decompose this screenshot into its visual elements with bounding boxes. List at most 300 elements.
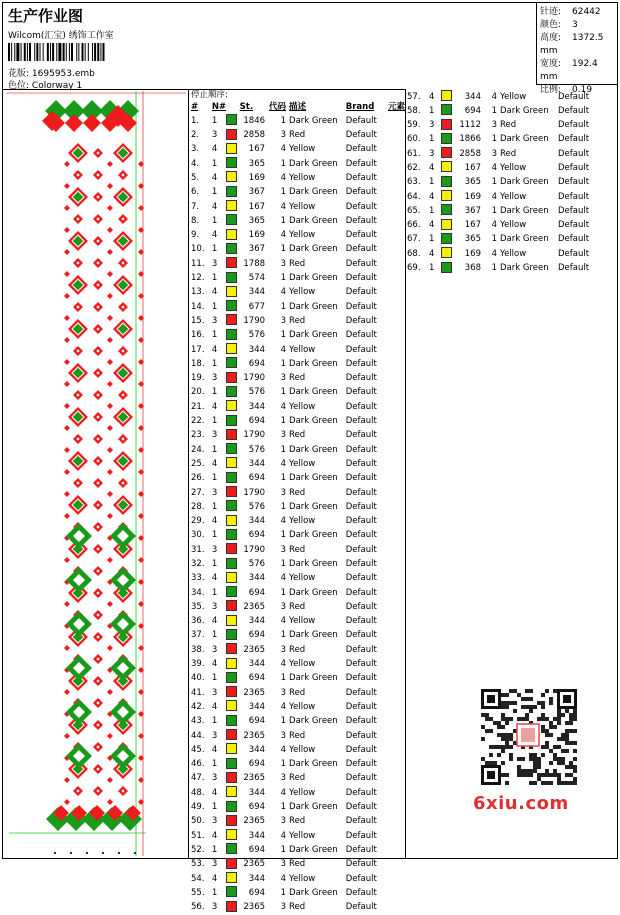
- qr-module: [513, 689, 517, 693]
- thread-brand: Default: [345, 673, 377, 684]
- color-code: 1: [280, 887, 287, 898]
- thread-brand: Default: [345, 701, 377, 712]
- stop-number: 33.: [191, 573, 205, 584]
- stitch-count: 344: [248, 516, 266, 527]
- color-description: Dark Green: [289, 158, 338, 169]
- stitch-count: 169: [464, 191, 481, 202]
- color-description: Dark Green: [289, 802, 338, 813]
- pattern-diamond: [64, 777, 70, 783]
- qr-module: [545, 733, 549, 737]
- table-row: [191, 558, 405, 572]
- color-swatch: [226, 243, 240, 257]
- pattern-dot: [97, 306, 99, 308]
- color-code: 4: [280, 172, 287, 183]
- stat-label: 高度:: [540, 33, 562, 43]
- motif-diamond: [83, 114, 101, 132]
- pattern-diamond: [64, 425, 70, 431]
- pattern-dot: [77, 262, 79, 264]
- pattern-diamond: [64, 645, 70, 651]
- stop-number: 16.: [191, 330, 205, 341]
- stitch-count: 2858: [243, 130, 266, 141]
- color-swatch: [441, 104, 455, 118]
- qr-module: [553, 753, 557, 757]
- color-swatch: [226, 400, 240, 414]
- stop-number: 52.: [191, 844, 205, 855]
- table-row: [191, 543, 405, 557]
- table-row: [407, 219, 602, 233]
- qr-module: [573, 781, 577, 785]
- qr-module: [489, 745, 493, 749]
- needle-number: 4: [211, 458, 218, 469]
- qr-module: [489, 753, 493, 757]
- qr-module: [545, 729, 549, 733]
- thread-brand: Default: [345, 787, 377, 798]
- pattern-diamond: [107, 403, 113, 409]
- swatch-box: [226, 801, 237, 812]
- qr-module: [525, 705, 529, 709]
- qr-module: [529, 781, 533, 785]
- stop-number: 31.: [191, 544, 205, 555]
- table-row: [191, 214, 405, 228]
- needle-number: 4: [211, 659, 218, 670]
- thread-brand: Default: [345, 573, 377, 584]
- table-row: [407, 247, 602, 261]
- needle-number: 3: [211, 544, 218, 555]
- barcode-bar: [63, 43, 65, 61]
- stitch-count: 694: [248, 673, 266, 684]
- color-code: 1: [280, 716, 287, 727]
- stitch-count: 344: [248, 701, 266, 712]
- color-code: 3: [280, 644, 287, 655]
- thread-brand: Default: [345, 816, 377, 827]
- stop-number: 63.: [407, 177, 421, 188]
- qr-module: [549, 721, 553, 725]
- color-swatch: [226, 615, 240, 629]
- needle-number: 4: [211, 230, 218, 241]
- qr-module: [569, 741, 573, 745]
- table-row: [407, 90, 602, 104]
- pattern-dot: [97, 768, 99, 770]
- swatch-box: [226, 357, 237, 368]
- color-swatch: [226, 486, 240, 500]
- col-element: 元素: [387, 102, 405, 112]
- color-swatch: [441, 204, 455, 218]
- color-description: Dark Green: [289, 273, 338, 284]
- thread-brand: Default: [558, 162, 590, 173]
- thread-brand: Default: [345, 458, 377, 469]
- needle-number: 3: [211, 644, 218, 655]
- stitch-count: 677: [248, 301, 266, 312]
- stop-sequence-table-continued: [407, 90, 602, 276]
- needle-number: 4: [211, 616, 218, 627]
- qr-module: [537, 773, 541, 777]
- stitch-count: 576: [248, 444, 266, 455]
- needle-number: 4: [211, 701, 218, 712]
- qr-module: [517, 765, 521, 769]
- color-code: 1: [280, 587, 287, 598]
- trim-mark: [134, 852, 136, 854]
- color-description: Red: [289, 315, 306, 326]
- color-code: 1: [280, 187, 287, 198]
- color-code: 1: [491, 134, 497, 145]
- color-swatch: [226, 214, 240, 228]
- stat-label: 颜色:: [540, 20, 562, 30]
- table-row: [191, 815, 405, 829]
- swatch-box: [226, 114, 237, 125]
- qr-module: [525, 713, 529, 717]
- needle-number: 1: [429, 134, 435, 145]
- qr-module: [565, 781, 569, 785]
- pattern-diamond: [107, 425, 113, 431]
- stop-number: 30.: [191, 530, 205, 541]
- color-description: Dark Green: [289, 244, 338, 255]
- col-needle: N#: [211, 102, 227, 112]
- table-row: [407, 119, 602, 133]
- qr-module: [501, 701, 505, 705]
- qr-module: [533, 765, 537, 769]
- stop-number: 24.: [191, 444, 205, 455]
- stitch-count: 1790: [243, 373, 266, 384]
- pattern-dot: [97, 526, 99, 528]
- thread-brand: Default: [345, 358, 377, 369]
- qr-module: [549, 761, 553, 765]
- table-row: [191, 472, 405, 486]
- color-code: 1: [280, 387, 287, 398]
- needle-number: 1: [211, 473, 218, 484]
- qr-module: [573, 717, 577, 721]
- pattern-dot: [122, 306, 124, 308]
- swatch-box: [226, 729, 237, 740]
- stop-number: 41.: [191, 687, 205, 698]
- table-row: [191, 157, 405, 171]
- swatch-box: [441, 176, 452, 187]
- pattern-diamond: [107, 337, 113, 343]
- color-swatch: [226, 901, 240, 915]
- qr-module: [529, 773, 533, 777]
- qr-finder: [487, 695, 495, 703]
- stat-value: 62442: [572, 7, 601, 17]
- stop-sequence-column-1: [191, 90, 405, 915]
- table-row: [191, 443, 405, 457]
- stitch-count: 2365: [243, 773, 266, 784]
- swatch-box: [226, 400, 237, 411]
- color-swatch: [226, 286, 240, 300]
- stop-number: 67.: [407, 234, 421, 245]
- qr-module: [553, 769, 557, 773]
- thread-brand: Default: [345, 844, 377, 855]
- color-code: 1: [491, 205, 497, 216]
- design-label: 花版:: [8, 69, 30, 79]
- qr-module: [549, 773, 553, 777]
- thread-brand: Default: [345, 902, 377, 913]
- swatch-box: [226, 214, 237, 225]
- thread-brand: Default: [558, 263, 590, 274]
- pattern-dot: [97, 570, 99, 572]
- stat-row: [540, 58, 618, 84]
- needle-number: 3: [211, 258, 218, 269]
- color-swatch: [226, 171, 240, 185]
- needle-number: 1: [211, 759, 218, 770]
- qr-module: [541, 753, 545, 757]
- color-swatch: [226, 343, 240, 357]
- qr-module: [569, 717, 573, 721]
- stop-number: 2.: [191, 130, 200, 141]
- qr-module: [545, 689, 549, 693]
- swatch-box: [226, 672, 237, 683]
- needle-number: 4: [211, 401, 218, 412]
- color-code: 4: [491, 248, 497, 259]
- qr-module: [557, 773, 561, 777]
- color-description: Dark Green: [289, 358, 338, 369]
- color-code: 4: [280, 573, 287, 584]
- qr-module: [537, 757, 541, 761]
- qr-module: [521, 717, 525, 721]
- qr-module: [557, 721, 561, 725]
- needle-number: 1: [211, 387, 218, 398]
- pattern-dot: [97, 460, 99, 462]
- color-swatch: [226, 429, 240, 443]
- color-code: 4: [280, 144, 287, 155]
- needle-number: 1: [211, 158, 218, 169]
- barcode-bar: [14, 43, 15, 61]
- thread-brand: Default: [345, 587, 377, 598]
- qr-module: [505, 745, 509, 749]
- pattern-dot: [77, 394, 79, 396]
- barcode-bar: [92, 43, 93, 61]
- needle-number: 3: [211, 601, 218, 612]
- barcode-bar: [71, 43, 73, 61]
- stitch-count: 2858: [459, 148, 481, 159]
- needle-number: 1: [211, 716, 218, 727]
- swatch-box: [441, 90, 452, 101]
- color-swatch: [226, 700, 240, 714]
- qr-module: [541, 781, 545, 785]
- stitch-count: 1790: [243, 430, 266, 441]
- needle-number: 4: [211, 144, 218, 155]
- thread-brand: Default: [345, 887, 377, 898]
- color-description: Yellow: [289, 659, 316, 670]
- color-description: Yellow: [500, 220, 527, 231]
- pattern-diamond: [64, 799, 70, 805]
- color-code: 1: [280, 301, 287, 312]
- barcode-bar: [8, 43, 10, 61]
- qr-module: [537, 761, 541, 765]
- pattern-diamond: [107, 777, 113, 783]
- qr-module: [561, 737, 565, 741]
- swatch-box: [441, 133, 452, 144]
- qr-module: [501, 749, 505, 753]
- table-row: [191, 314, 405, 328]
- thread-brand: Default: [558, 248, 590, 259]
- qr-module: [497, 721, 501, 725]
- trim-mark: [102, 852, 104, 854]
- swatch-box: [226, 329, 237, 340]
- thread-brand: Default: [345, 601, 377, 612]
- stop-number: 50.: [191, 816, 205, 827]
- color-code: 3: [280, 315, 287, 326]
- color-code: 4: [280, 787, 287, 798]
- color-description: Yellow: [289, 701, 316, 712]
- pattern-dot: [97, 196, 99, 198]
- stitch-count: 694: [248, 630, 266, 641]
- table-row: [191, 143, 405, 157]
- stat-label: 针迹:: [540, 7, 562, 17]
- color-code: 1: [491, 234, 497, 245]
- stitch-count: 169: [464, 248, 481, 259]
- qr-module: [541, 725, 545, 729]
- qr-module: [573, 741, 577, 745]
- stop-number: 55.: [191, 887, 205, 898]
- swatch-box: [441, 233, 452, 244]
- qr-module: [525, 697, 529, 701]
- pattern-dot: [97, 724, 99, 726]
- color-code: 1: [280, 630, 287, 641]
- swatch-box: [226, 829, 237, 840]
- qr-module: [509, 753, 513, 757]
- stop-number: 48.: [191, 787, 205, 798]
- color-code: 4: [280, 401, 287, 412]
- stop-number: 44.: [191, 730, 205, 741]
- needle-number: 4: [211, 201, 218, 212]
- pattern-diamond: [107, 293, 113, 299]
- qr-module: [509, 745, 513, 749]
- swatch-box: [441, 119, 452, 130]
- qr-module: [565, 749, 569, 753]
- color-swatch: [226, 558, 240, 572]
- needle-number: 4: [211, 873, 218, 884]
- thread-brand: Default: [345, 115, 377, 126]
- thread-brand: Default: [345, 616, 377, 627]
- stitch-count: 1866: [459, 134, 481, 145]
- stitch-count: 694: [248, 759, 266, 770]
- color-description: Yellow: [289, 401, 316, 412]
- thread-brand: Default: [558, 120, 590, 131]
- stop-number: 42.: [191, 701, 205, 712]
- pattern-dot: [122, 394, 124, 396]
- qr-module: [557, 709, 561, 713]
- qr-module: [529, 709, 533, 713]
- barcode-bar: [66, 43, 67, 61]
- swatch-box: [226, 815, 237, 826]
- color-description: Yellow: [289, 344, 316, 355]
- qr-module: [573, 777, 577, 781]
- qr-module: [501, 773, 505, 777]
- color-description: Dark Green: [289, 501, 338, 512]
- color-code: 3: [491, 148, 497, 159]
- color-swatch: [226, 843, 240, 857]
- color-swatch: [226, 229, 240, 243]
- stitch-count: 694: [464, 105, 481, 116]
- qr-module: [501, 713, 505, 717]
- pattern-dot: [97, 284, 99, 286]
- color-code: 4: [280, 516, 287, 527]
- table-row: [191, 715, 405, 729]
- needle-number: 1: [211, 530, 218, 541]
- qr-module: [521, 757, 525, 761]
- color-code: 4: [491, 191, 497, 202]
- qr-module: [549, 697, 553, 701]
- color-description: Dark Green: [289, 716, 338, 727]
- thread-brand: Default: [345, 530, 377, 541]
- col-brand: Brand: [345, 102, 375, 112]
- table-row: [407, 233, 602, 247]
- stitch-count: 167: [248, 144, 266, 155]
- color-swatch: [226, 300, 240, 314]
- pattern-dot: [97, 790, 99, 792]
- qr-module: [509, 689, 513, 693]
- qr-module: [485, 713, 489, 717]
- stitch-count: 694: [248, 587, 266, 598]
- swatch-box: [441, 219, 452, 230]
- thread-brand: Default: [345, 215, 377, 226]
- watermark-site: 6xiu.com: [473, 793, 569, 814]
- stitch-count: 694: [248, 416, 266, 427]
- swatch-box: [226, 500, 237, 511]
- stop-number: 40.: [191, 673, 205, 684]
- qr-module: [533, 757, 537, 761]
- color-description: Yellow: [289, 230, 316, 241]
- color-code: 1: [280, 115, 287, 126]
- stitch-count: 344: [248, 616, 266, 627]
- pattern-dot: [97, 658, 99, 660]
- pattern-dot: [122, 262, 124, 264]
- pattern-dot: [97, 482, 99, 484]
- qr-module: [545, 769, 549, 773]
- needle-number: 1: [211, 215, 218, 226]
- table-row: [191, 729, 405, 743]
- color-swatch: [441, 161, 455, 175]
- qr-module: [501, 761, 505, 765]
- stop-number: 3.: [191, 144, 200, 155]
- qr-module: [557, 757, 561, 761]
- color-description: Dark Green: [500, 234, 549, 245]
- table-row: [191, 415, 405, 429]
- qr-module: [481, 757, 485, 761]
- stitch-count: 576: [248, 387, 266, 398]
- qr-module: [517, 773, 521, 777]
- qr-module: [565, 709, 569, 713]
- stop-number: 49.: [191, 802, 205, 813]
- thread-brand: Default: [558, 205, 590, 216]
- thread-brand: Default: [345, 830, 377, 841]
- stop-number: 23.: [191, 430, 205, 441]
- qr-module: [497, 745, 501, 749]
- table-row: [191, 772, 405, 786]
- qr-module: [553, 717, 557, 721]
- thread-brand: Default: [558, 177, 590, 188]
- barcode-bar: [21, 43, 22, 61]
- production-sheet: [2, 2, 618, 913]
- pattern-diamond: [107, 513, 113, 519]
- qr-module: [553, 745, 557, 749]
- stop-number: 21.: [191, 401, 205, 412]
- qr-module: [545, 745, 549, 749]
- color-code: 4: [491, 91, 497, 102]
- barcode-bar: [94, 43, 96, 61]
- table-row: [191, 357, 405, 371]
- color-swatch: [226, 786, 240, 800]
- color-swatch: [226, 743, 240, 757]
- color-code: 1: [280, 802, 287, 813]
- table-row: [191, 329, 405, 343]
- pattern-diamond: [107, 183, 113, 189]
- qr-module: [565, 737, 569, 741]
- qr-module: [509, 757, 513, 761]
- color-swatch: [226, 515, 240, 529]
- qr-module: [569, 765, 573, 769]
- swatch-box: [226, 257, 237, 268]
- pattern-dot: [122, 350, 124, 352]
